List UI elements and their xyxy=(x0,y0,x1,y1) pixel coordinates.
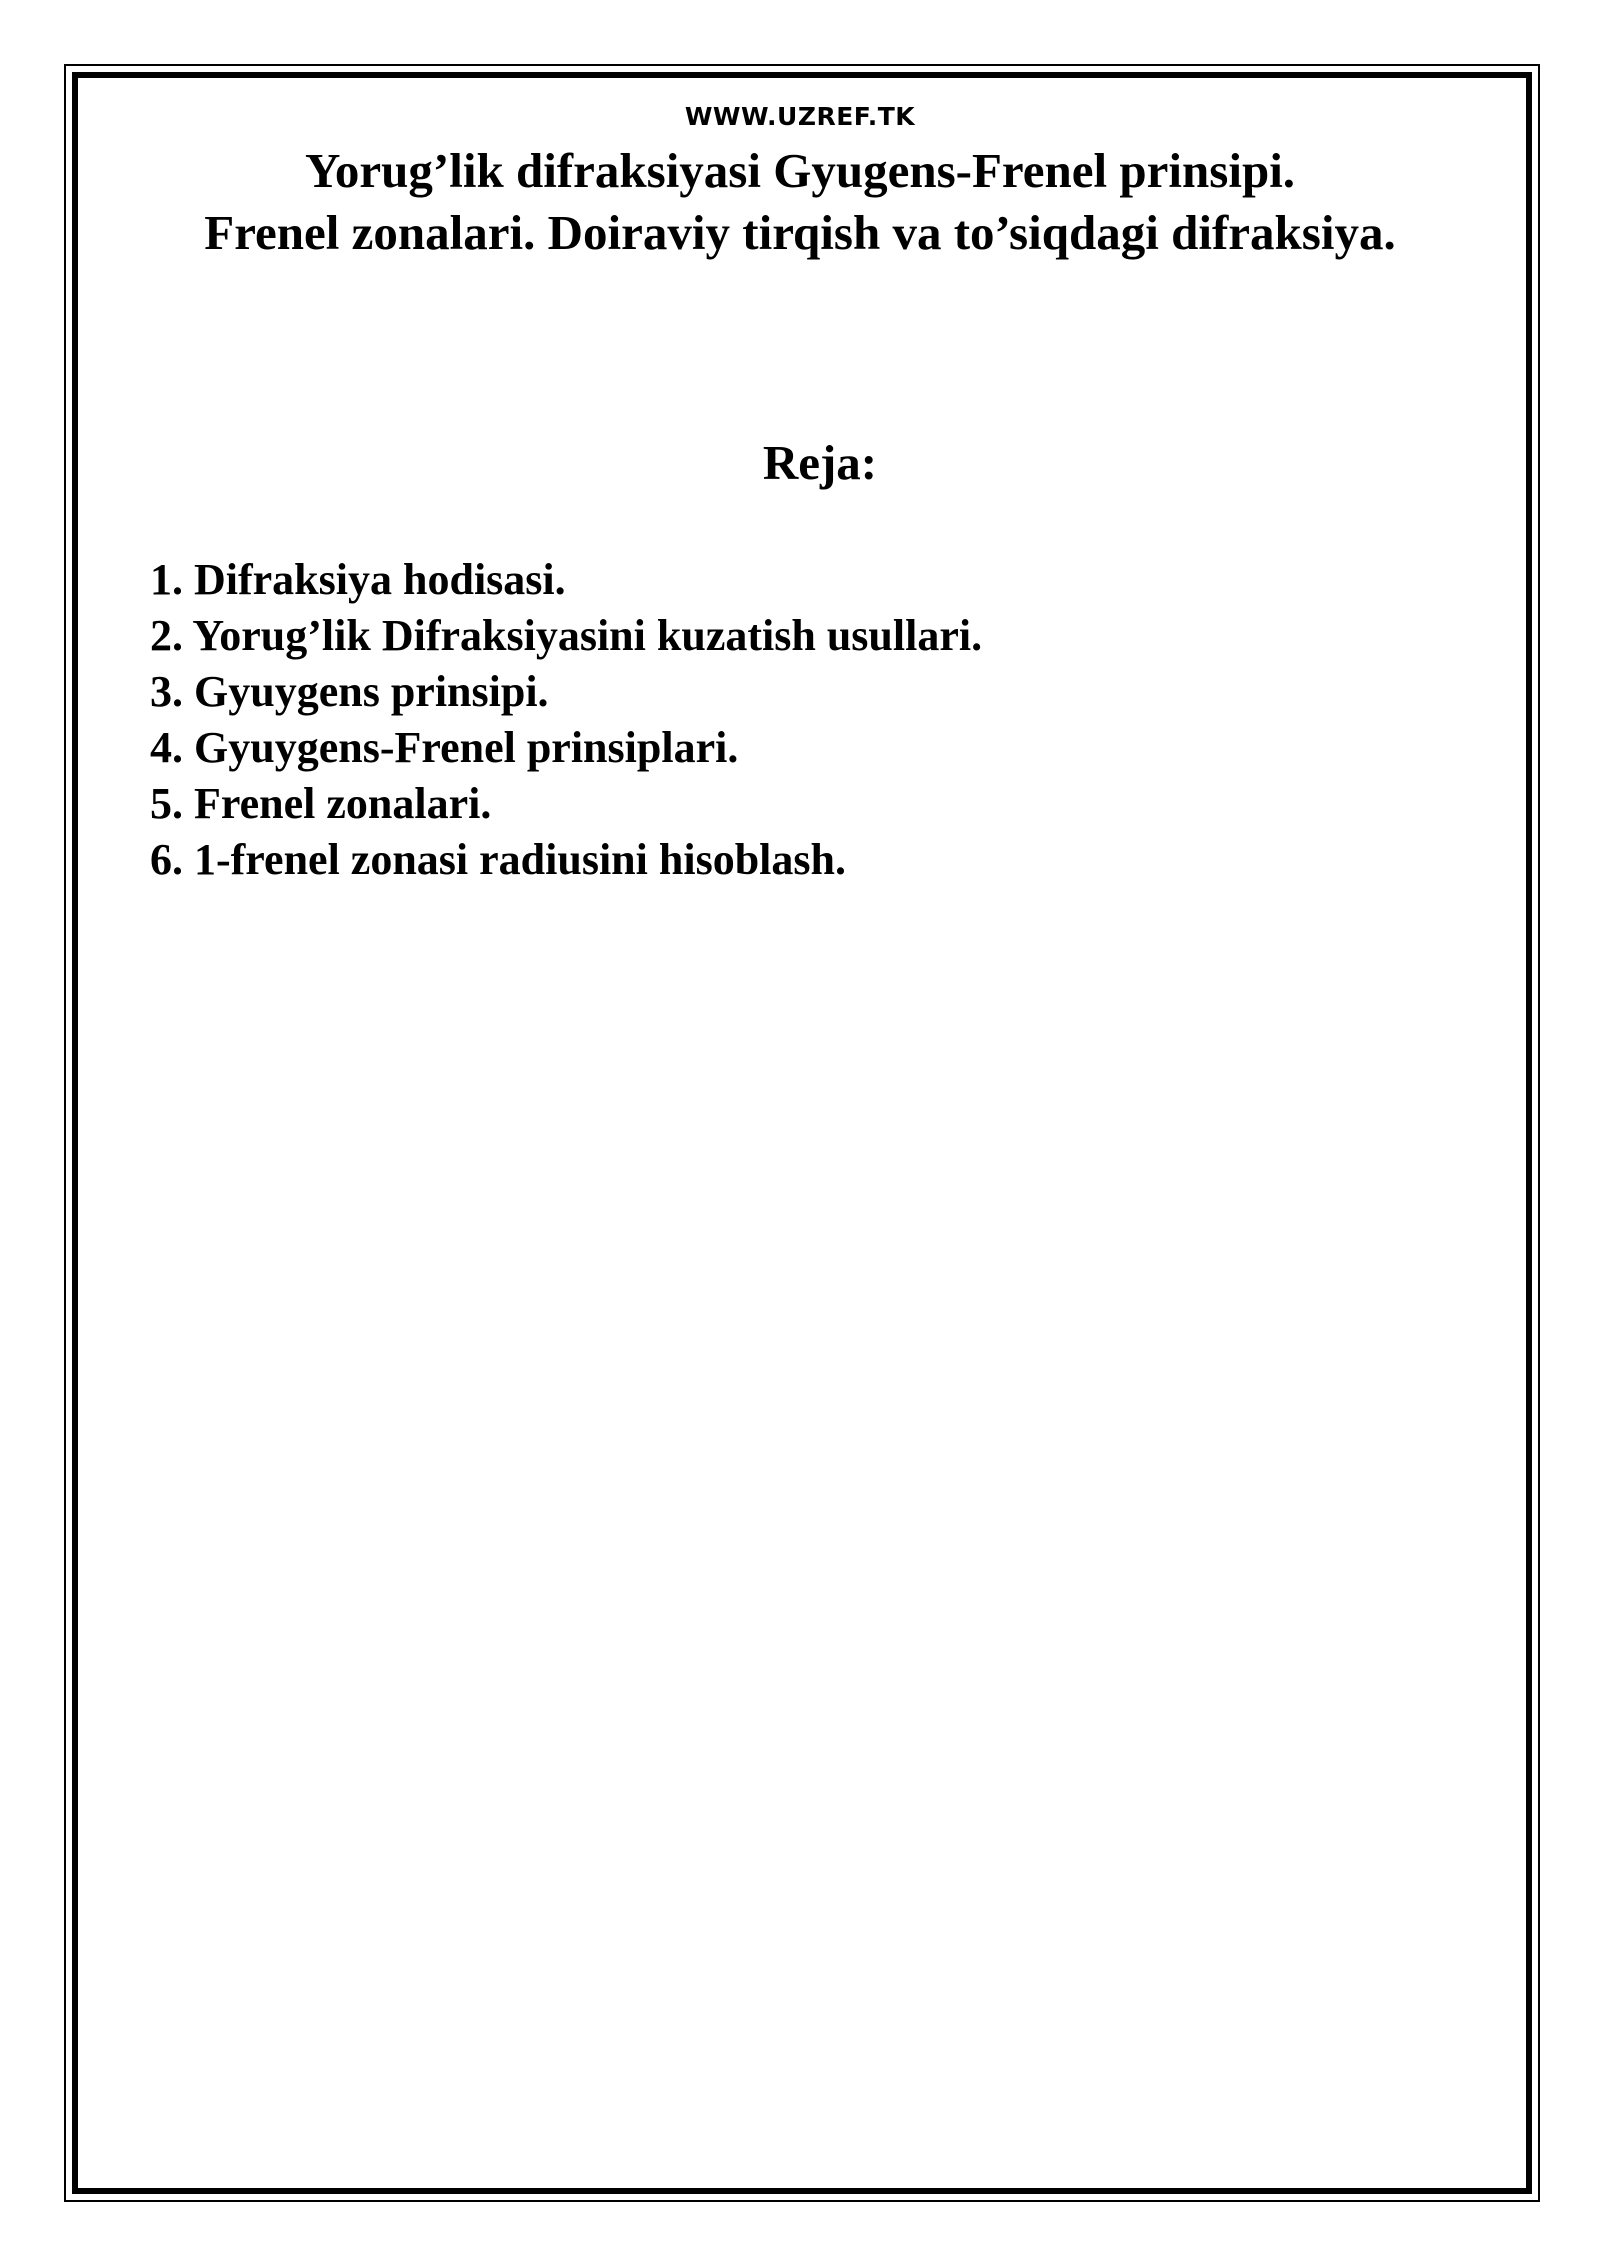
plan-item: 1. Difraksiya hodisasi. xyxy=(150,555,566,604)
document-title xyxy=(100,140,1500,264)
plan-item: 6. 1-frenel zonasi radiusini hisoblash. xyxy=(150,835,846,884)
site-url-header: WWW.UZREF.TK xyxy=(684,102,916,131)
plan-list xyxy=(150,552,1450,888)
page-border-inner xyxy=(72,72,1532,2194)
document-title-line-1: Yorug’lik difraksiyasi Gyugens-Frenel prinsipi. xyxy=(304,143,1296,198)
document-title-line-2: Frenel zonalari. Doiraviy tirqish va to’siqdagi difraksiya. xyxy=(204,205,1396,260)
plan-item: 4. Gyuygens-Frenel prinsiplari. xyxy=(150,723,739,772)
plan-item: 2. Yorug’lik Difraksiyasini kuzatish usullari. xyxy=(150,611,983,660)
plan-heading: Reja: xyxy=(762,435,878,490)
plan-item: 5. Frenel zonalari. xyxy=(150,779,492,828)
plan-item: 3. Gyuygens prinsipi. xyxy=(150,667,549,716)
